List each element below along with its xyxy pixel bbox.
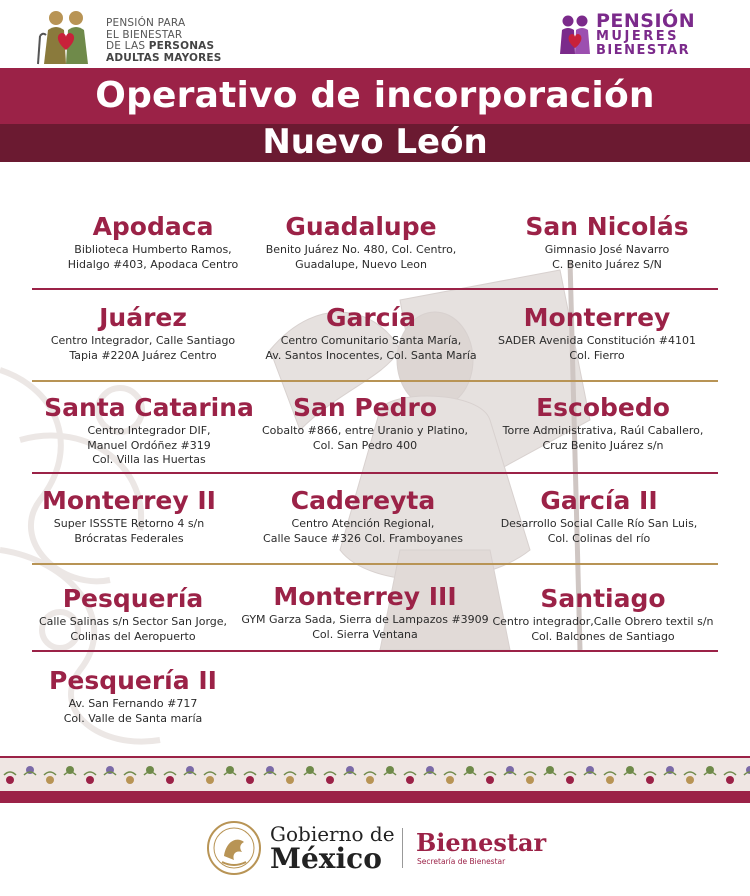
address-line: Col. Villa las Huertas <box>92 453 206 466</box>
address-line: Col. San Pedro 400 <box>312 438 418 452</box>
city-name: Santiago <box>540 584 666 613</box>
row-divider <box>32 650 718 652</box>
mexico-coat-of-arms-icon <box>206 820 262 876</box>
city-name: Pesquería II <box>49 666 217 695</box>
logo-line-1: PENSIÓN PARA <box>106 17 186 29</box>
location-monterrey-iii <box>240 582 490 641</box>
location-monterrey-ii <box>4 486 254 545</box>
city-name: San Nicolás <box>525 212 689 241</box>
address-line: Hidalgo #403, Apodaca Centro <box>67 257 239 271</box>
embroidery-flower-motif <box>126 776 134 784</box>
footer-divider <box>402 828 403 868</box>
address-line: Col. Fierro <box>569 348 625 362</box>
address-line: Centro Integrador, Calle Santiago <box>50 334 236 347</box>
row-divider <box>32 288 718 290</box>
address-line: Brócratas Federales <box>74 531 184 545</box>
pension-adultos-logo-text <box>106 18 222 64</box>
address-line: Centro Integrador DIF, <box>87 424 211 437</box>
embroidery-flower-motif <box>606 776 614 784</box>
logo-line-3: DE LAS <box>106 40 146 52</box>
location-juarez <box>18 303 268 362</box>
pension-adultos-mayores-logo <box>34 6 234 66</box>
logo-word-pension: PENSIÓN <box>596 10 696 32</box>
address-line: Torre Administrativa, Raúl Caballero, <box>502 424 704 437</box>
address-line: Cruz Benito Juárez s/n <box>542 438 664 452</box>
location-santiago <box>478 584 728 643</box>
secretaria-bienestar-text: Secretaría de Bienestar <box>417 857 506 866</box>
women-heart-icon <box>558 14 592 56</box>
location-guadalupe <box>236 212 486 271</box>
address-line: Gimnasio José Navarro <box>544 243 670 256</box>
city-name: Cadereyta <box>290 486 436 515</box>
logo-line-4: PERSONAS <box>148 40 215 52</box>
address-line: Av. San Fernando #717 <box>68 697 198 710</box>
address-line: Cobalto #866, entre Uranio y Platino, <box>261 424 469 437</box>
pension-mujeres-bienestar-logo <box>558 12 706 60</box>
address-line: Calle Sauce #326 Col. Framboyanes <box>263 531 463 545</box>
city-name: Pesquería <box>62 584 204 613</box>
location-garcia-ii <box>474 486 724 545</box>
address-line: Centro Atención Regional, <box>291 517 435 530</box>
gobierno-de-text: Gobierno de <box>270 822 395 846</box>
page-subtitle: Nuevo León <box>262 122 488 162</box>
address-line: Av. Santos Inocentes, Col. Santa María <box>265 348 477 362</box>
city-name: Escobedo <box>536 393 670 422</box>
address-line: Col. Sierra Ventana <box>312 627 418 641</box>
embroidery-flower-motif <box>206 776 214 784</box>
logo-word-mujeres: MUJERES <box>596 29 679 44</box>
address-line: Tapia #220A Juárez Centro <box>69 348 217 362</box>
address-line: GYM Garza Sada, Sierra de Lampazos #3909 <box>241 613 489 626</box>
embroidery-flower-motif <box>566 776 574 784</box>
address-line: Super ISSSTE Retorno 4 s/n <box>53 517 205 530</box>
address-line: Centro Comunitario Santa María, <box>280 334 462 347</box>
city-name: Monterrey II <box>42 486 216 515</box>
embroidery-flower-motif <box>366 776 374 784</box>
address-line: Guadalupe, Nuevo Leon <box>295 257 427 271</box>
address-line: Calle Salinas s/n Sector San Jorge, <box>38 615 228 628</box>
city-name: Santa Catarina <box>44 393 254 422</box>
location-san-pedro <box>240 393 490 452</box>
embroidery-flower-motif <box>166 776 174 784</box>
location-garcia <box>246 303 496 362</box>
embroidery-flower-motif <box>726 776 734 784</box>
logo-line-2: EL BIENESTAR <box>106 28 183 41</box>
embroidery-flower-motif <box>286 776 294 784</box>
address-line: Col. Colinas del río <box>547 531 651 545</box>
embroidery-flower-motif <box>646 776 654 784</box>
city-name: Monterrey III <box>273 582 457 611</box>
city-name: San Pedro <box>292 393 438 422</box>
location-san-nicolas <box>482 212 732 271</box>
city-name: Apodaca <box>92 212 214 241</box>
address-line: SADER Avenida Constitución #4101 <box>498 334 696 347</box>
city-name: García II <box>540 486 658 515</box>
logo-line-5: ADULTAS MAYORES <box>106 51 222 64</box>
bienestar-text: Bienestar <box>416 828 547 857</box>
city-name: Guadalupe <box>285 212 437 241</box>
embroidery-flower-motif <box>46 776 54 784</box>
address-line: Desarrollo Social Calle Río San Luis, <box>500 517 698 530</box>
address-line: Biblioteca Humberto Ramos, <box>74 243 232 256</box>
embroidery-flower-motif <box>6 776 14 784</box>
embroidery-flower-motif <box>326 776 334 784</box>
location-santa-catarina <box>24 393 274 467</box>
row-divider <box>32 380 718 382</box>
row-divider <box>32 563 718 565</box>
location-escobedo <box>478 393 728 452</box>
address-line: Centro integrador,Calle Obrero textil s/n <box>492 615 714 628</box>
location-pesqueria-ii <box>8 666 258 725</box>
address-line: C. Benito Juárez S/N <box>552 257 662 271</box>
location-cadereyta <box>238 486 488 545</box>
address-line: Manuel Ordóñez #319 <box>87 438 211 452</box>
location-monterrey <box>472 303 722 362</box>
embroidery-flower-motif <box>446 776 454 784</box>
embroidery-flower-motif <box>526 776 534 784</box>
embroidery-flower-motif <box>486 776 494 784</box>
address-line: Col. Balcones de Santiago <box>531 629 675 643</box>
city-name: Monterrey <box>523 303 671 332</box>
city-name: Juárez <box>99 303 187 332</box>
address-line: Col. Valle de Santa maría <box>63 711 203 725</box>
embroidery-flower-motif <box>686 776 694 784</box>
mexico-text: México <box>270 842 382 875</box>
row-divider <box>32 472 718 474</box>
address-line: Benito Juárez No. 480, Col. Centro, <box>265 243 457 256</box>
pattern-border-bottom <box>0 791 750 803</box>
page-title: Operativo de incorporación <box>95 75 655 116</box>
location-pesqueria <box>8 584 258 643</box>
embroidery-flower-motif <box>406 776 414 784</box>
embroidery-pattern-strip <box>0 758 750 792</box>
address-line: Colinas del Aeropuerto <box>70 629 196 643</box>
city-name: García <box>326 303 416 332</box>
embroidery-flower-motif <box>246 776 254 784</box>
elderly-couple-heart-icon <box>34 6 96 66</box>
logo-word-bienestar: BIENESTAR <box>596 43 691 58</box>
embroidery-flower-motif <box>86 776 94 784</box>
